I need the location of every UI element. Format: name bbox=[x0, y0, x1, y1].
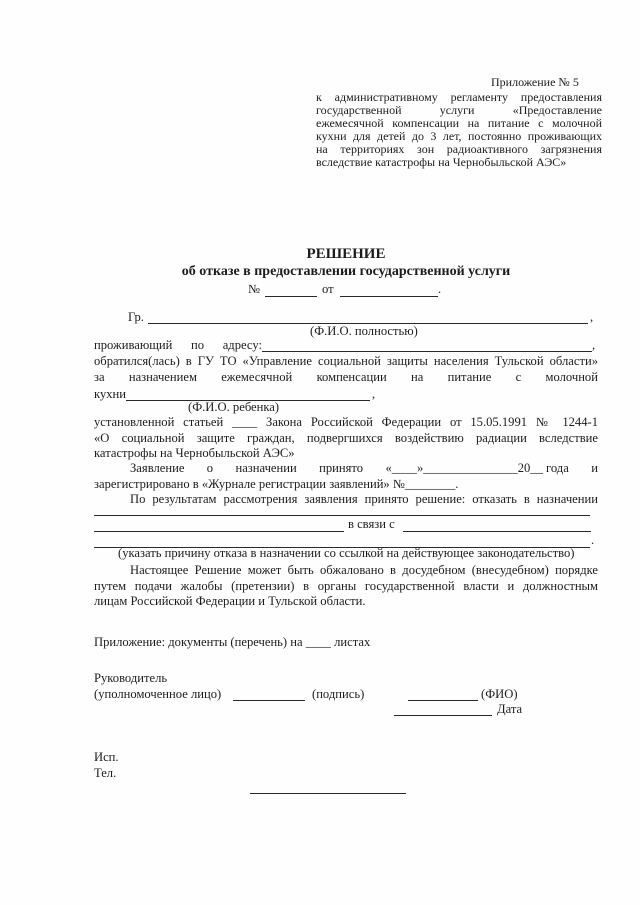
law-text: катастрофы на Чернобыльской АЭС» bbox=[94, 446, 295, 460]
appendix-line-part: государственной bbox=[316, 103, 402, 117]
document-title: РЕШЕНИЕ bbox=[306, 246, 386, 262]
purpose-word: молочной bbox=[545, 370, 598, 384]
document-subtitle: об отказе в предоставлении государственной услуги bbox=[181, 264, 511, 279]
reason-caption: (указать причину отказа в назначении со ссылкой на действующее законодательство) bbox=[118, 546, 575, 560]
appendix-line: вследствие катастрофы на Чернобыльской АЭС» bbox=[316, 155, 567, 169]
sign-date-field[interactable] bbox=[394, 715, 492, 716]
appeal-text: Настоящее Решение может быть обжаловано в досудебном (внесудебном) порядке bbox=[130, 563, 598, 577]
from-label: от bbox=[322, 282, 334, 296]
address-word: по bbox=[191, 338, 205, 352]
application-word: «____»_______________20__ года bbox=[385, 461, 569, 475]
appendix-line: на территориях зон радиоактивного загрязнения bbox=[316, 142, 602, 156]
executor-label: Исп. bbox=[94, 750, 119, 764]
signature-field[interactable] bbox=[233, 700, 305, 701]
phone-label: Тел. bbox=[94, 766, 117, 780]
fio-caption: (Ф.И.О. полностью) bbox=[310, 324, 418, 338]
footer-separator bbox=[250, 793, 406, 794]
appendix-line-part: «Предоставление bbox=[512, 103, 602, 117]
purpose-word: назначением bbox=[128, 370, 197, 384]
decision-field[interactable] bbox=[94, 515, 590, 516]
address-field[interactable] bbox=[262, 351, 592, 352]
law-text: «О социальной защите граждан, подвергшихся воздействию радиации вследствие bbox=[94, 431, 598, 445]
in-connection-label: в связи с bbox=[348, 517, 395, 531]
application-word: назначении bbox=[235, 461, 297, 475]
appendix-line: кухни для детей до 3 лет, постоянно проживающих bbox=[316, 129, 602, 143]
application-word: Заявление bbox=[130, 461, 185, 475]
application-word: и bbox=[591, 461, 598, 475]
date-label: Дата bbox=[497, 702, 523, 716]
purpose-word: ежемесячной bbox=[221, 370, 293, 384]
citizen-label: Гр. bbox=[128, 310, 144, 324]
address-comma: , bbox=[592, 338, 596, 352]
address-label bbox=[94, 338, 262, 353]
reason-field[interactable] bbox=[403, 531, 591, 532]
appendix-line-part: услуги bbox=[439, 103, 475, 117]
number-label: № bbox=[248, 282, 261, 296]
reason-dot: . bbox=[591, 533, 595, 547]
appendix-line: к административному регламенту предоставления bbox=[316, 90, 602, 104]
appendix-line: ежемесячной компенсации на питание с молочной bbox=[316, 116, 602, 130]
address-word: проживающий bbox=[94, 338, 173, 352]
child-caption: (Ф.И.О. ребенка) bbox=[188, 400, 280, 414]
application-word: о bbox=[206, 461, 214, 475]
law-text: установленной статьей ____ Закона Российской Федерации от 15.05.1991 № 1244-1 bbox=[94, 415, 598, 429]
heading-dot: . bbox=[438, 282, 442, 296]
applied-text: обратился(лась) в ГУ ТО «Управление социальной защиты населения Тульской области» bbox=[94, 354, 598, 368]
purpose-word: с bbox=[515, 370, 522, 384]
purpose-word: за bbox=[94, 370, 105, 384]
sign-label: (подпись) bbox=[312, 687, 365, 701]
decision-field[interactable] bbox=[94, 531, 344, 532]
attachment-text: Приложение: документы (перечень) на ____ листах bbox=[94, 635, 371, 649]
child-comma: , bbox=[372, 387, 376, 401]
fio-label: (ФИО) bbox=[481, 687, 518, 701]
registered-text: зарегистрировано в «Журнале регистрации заявлений» №________. bbox=[94, 477, 459, 491]
appendix-title: Приложение № 5 bbox=[491, 75, 579, 89]
appeal-text: путем подачи жалобы (претензии) в органы государственной власти и должностным bbox=[94, 579, 598, 593]
decision-text: По результатам рассмотрения заявления принято решение: отказать в назначении bbox=[130, 492, 598, 506]
purpose-word: компенсации bbox=[316, 370, 387, 384]
kitchen-label: кухни bbox=[94, 387, 127, 401]
purpose-text bbox=[94, 370, 598, 385]
number-field[interactable] bbox=[265, 296, 317, 297]
appeal-text: лицам Российской Федерации и Тульской области. bbox=[94, 594, 366, 608]
fio-field[interactable] bbox=[408, 700, 478, 701]
authorized-label: (уполномоченное лицо) bbox=[94, 687, 222, 701]
head-label: Руководитель bbox=[94, 671, 168, 685]
application-word: принято bbox=[319, 461, 364, 475]
purpose-word: на bbox=[410, 370, 424, 384]
date-field[interactable] bbox=[340, 296, 438, 297]
address-word: адресу: bbox=[222, 338, 262, 352]
application-text bbox=[130, 461, 598, 476]
citizen-comma: , bbox=[590, 310, 594, 324]
purpose-word: питание bbox=[447, 370, 492, 384]
